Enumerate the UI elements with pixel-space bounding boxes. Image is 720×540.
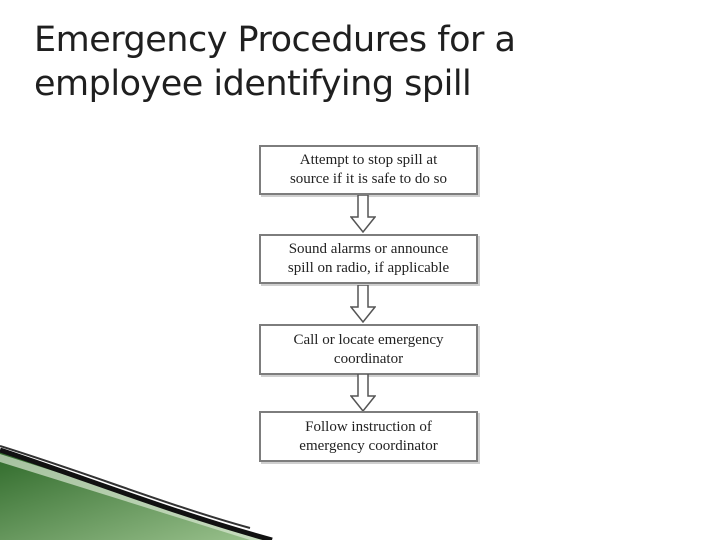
down-arrow-icon bbox=[350, 374, 376, 412]
flow-step-3-text: Call or locate emergency coordinator bbox=[293, 331, 444, 367]
title-line-1: Emergency Procedures for a bbox=[34, 20, 516, 60]
down-arrow-icon bbox=[350, 195, 376, 233]
down-arrow-icon bbox=[350, 285, 376, 323]
flow-step-1 bbox=[259, 145, 478, 195]
title-line-2: employee identifying spill bbox=[34, 64, 472, 104]
flow-step-3 bbox=[259, 324, 478, 375]
corner-swoosh-decoration bbox=[0, 440, 300, 540]
flow-step-4-text: Follow instruction of emergency coordinator bbox=[299, 418, 438, 454]
slide-title bbox=[34, 18, 674, 106]
flow-step-2 bbox=[259, 234, 478, 284]
flow-step-2-text: Sound alarms or announce spill on radio, if applicable bbox=[287, 241, 450, 276]
flow-step-1-text: Attempt to stop spill at source if it is safe to do so bbox=[289, 152, 448, 187]
